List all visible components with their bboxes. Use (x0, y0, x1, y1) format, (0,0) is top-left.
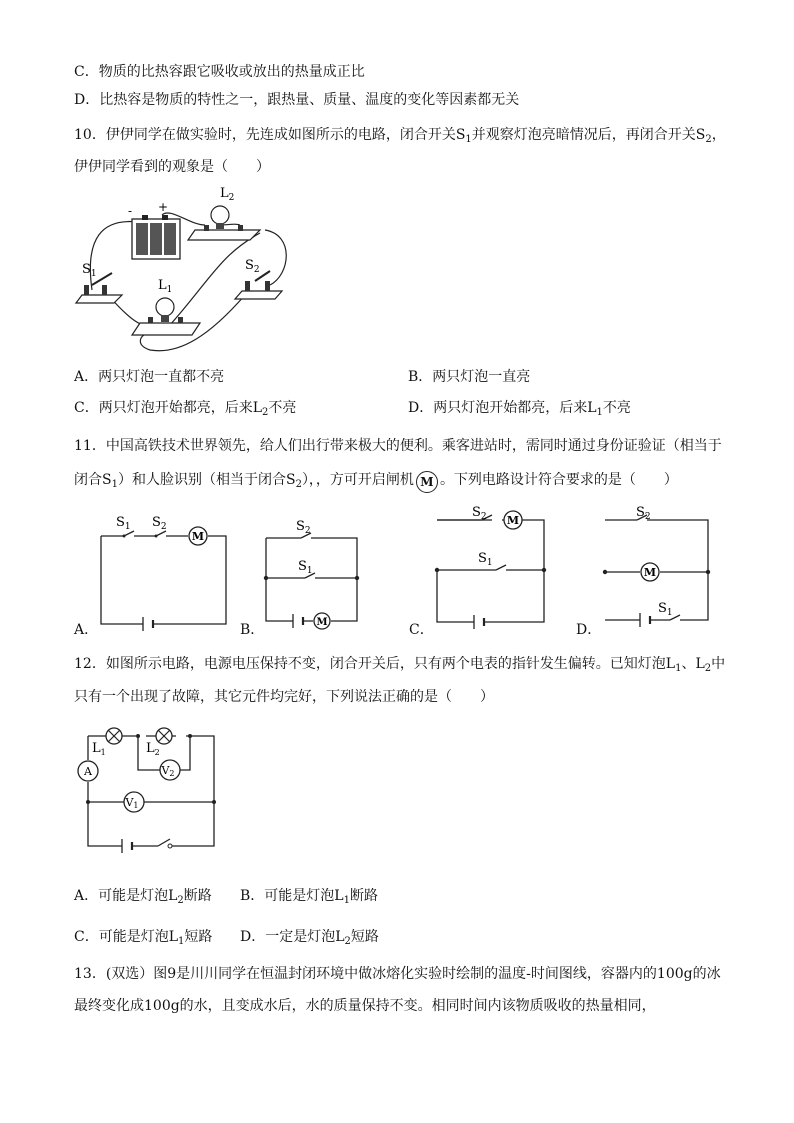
v1-label: V1 (125, 796, 139, 810)
q11-circuit-c (434, 502, 548, 630)
q11-option-c[interactable]: C． (409, 622, 434, 638)
q11-option-d[interactable]: D． (576, 622, 602, 638)
q11-option-a[interactable]: A． (74, 622, 99, 638)
q11-option-b[interactable]: B． (240, 622, 265, 638)
q12-l2-label: $L_2$ (146, 741, 160, 757)
q12-circuit-figure (74, 722, 224, 862)
q10-option-c[interactable]: C．两只灯泡开始都亮，后来$L_2$不亮 (74, 400, 297, 418)
a-s1-label: $S_1$ (116, 515, 131, 532)
c-s2-label: $S_2$ (472, 505, 487, 522)
c-s1-label: $S_1$ (478, 551, 493, 568)
motor-symbol: M (416, 471, 438, 493)
a-s2-label: $S_2$ (152, 515, 167, 532)
q10-circuit-figure (70, 185, 300, 360)
ammeter-label: A (84, 765, 92, 778)
q12-option-b[interactable]: B．可能是灯泡$L_1$断路 (240, 888, 378, 906)
b-s2-label: $S_2$ (296, 519, 311, 536)
q12-stem-line2: 只有一个出现了故障，其它元件均完好，下列说法正确的是（ ） (74, 689, 494, 705)
q10-option-a[interactable]: A．两只灯泡一直都不亮 (74, 369, 225, 385)
q11-circuit-d (602, 502, 712, 630)
q11-stem-line2: 闭合$S_1$）和人脸识别（相当于闭合$S_2$），，方可开启闸机 M 。下列电路设计符合要求的是（ ） (74, 470, 678, 495)
q12-stem-line1: 12．如图所示电路，电源电压保持不变，闭合开关后，只有两个电表的指针发生偏转。已知灯泡$L_1$、$L_2$中 (74, 656, 726, 674)
l2-label: $L_2$ (220, 186, 235, 203)
motor-b-label: M (316, 617, 328, 628)
option-c-line: C．物质的比热容跟它吸收或放出的热量成正比 (74, 64, 365, 80)
q10-stem-line1: 10．伊伊同学在做实验时，先连成如图所示的电路，闭合开关$S_1$并观察灯泡亮暗情况后，再闭合开关$S_2$， (74, 127, 726, 145)
motor-c-label: M (506, 514, 520, 527)
q10-option-b[interactable]: B．两只灯泡一直亮 (408, 369, 531, 385)
l1-label: $L_1$ (158, 278, 173, 295)
v2-label: V2 (161, 764, 175, 778)
battery-minus-label: - (128, 204, 133, 218)
q10-stem-line2: 伊伊同学看到的观象是（ ） (74, 159, 270, 175)
q11-circuit-a (98, 512, 230, 630)
option-d-line: D．比热容是物质的特性之一，跟热量、质量、温度的变化等因素都无关 (74, 92, 520, 108)
motor-d-label: M (643, 566, 657, 579)
q12-option-c[interactable]: C．可能是灯泡$L_1$短路 (74, 929, 213, 947)
battery-plus-label: + (158, 200, 169, 214)
s1-label: $S_1$ (82, 262, 97, 279)
d-s1-label: $S_1$ (658, 601, 673, 618)
q12-option-d[interactable]: D．一定是灯泡$L_2$短路 (240, 929, 379, 947)
q11-stem-line1: 11．中国高铁技术世界领先，给人们出行带来极大的便利。乘客进站时，需同时通过身份证验证（相当于 (74, 438, 722, 454)
q12-option-a[interactable]: A．可能是灯泡$L_2$断路 (74, 888, 212, 906)
q12-l1-label: $L_1$ (92, 741, 106, 757)
d-s2-label: $S_2$ (636, 505, 651, 522)
s2-label: $S_2$ (245, 258, 260, 275)
q10-option-d[interactable]: D．两只灯泡开始都亮，后来$L_1$不亮 (408, 400, 631, 418)
q13-stem-line2: 最终变化成100g的水，且变成水后，水的质量保持不变。相同时间内该物质吸收的热量相同， (74, 998, 656, 1014)
motor-a-label: M (191, 530, 205, 543)
q11-circuit-b (263, 520, 363, 632)
q13-stem-line1: 13．(双选）图9是川川同学在恒温封闭环境中做冰熔化实验时绘制的温度-时间图线，容器内的100g的冰 (74, 966, 721, 982)
b-s1-label: $S_1$ (298, 559, 313, 576)
